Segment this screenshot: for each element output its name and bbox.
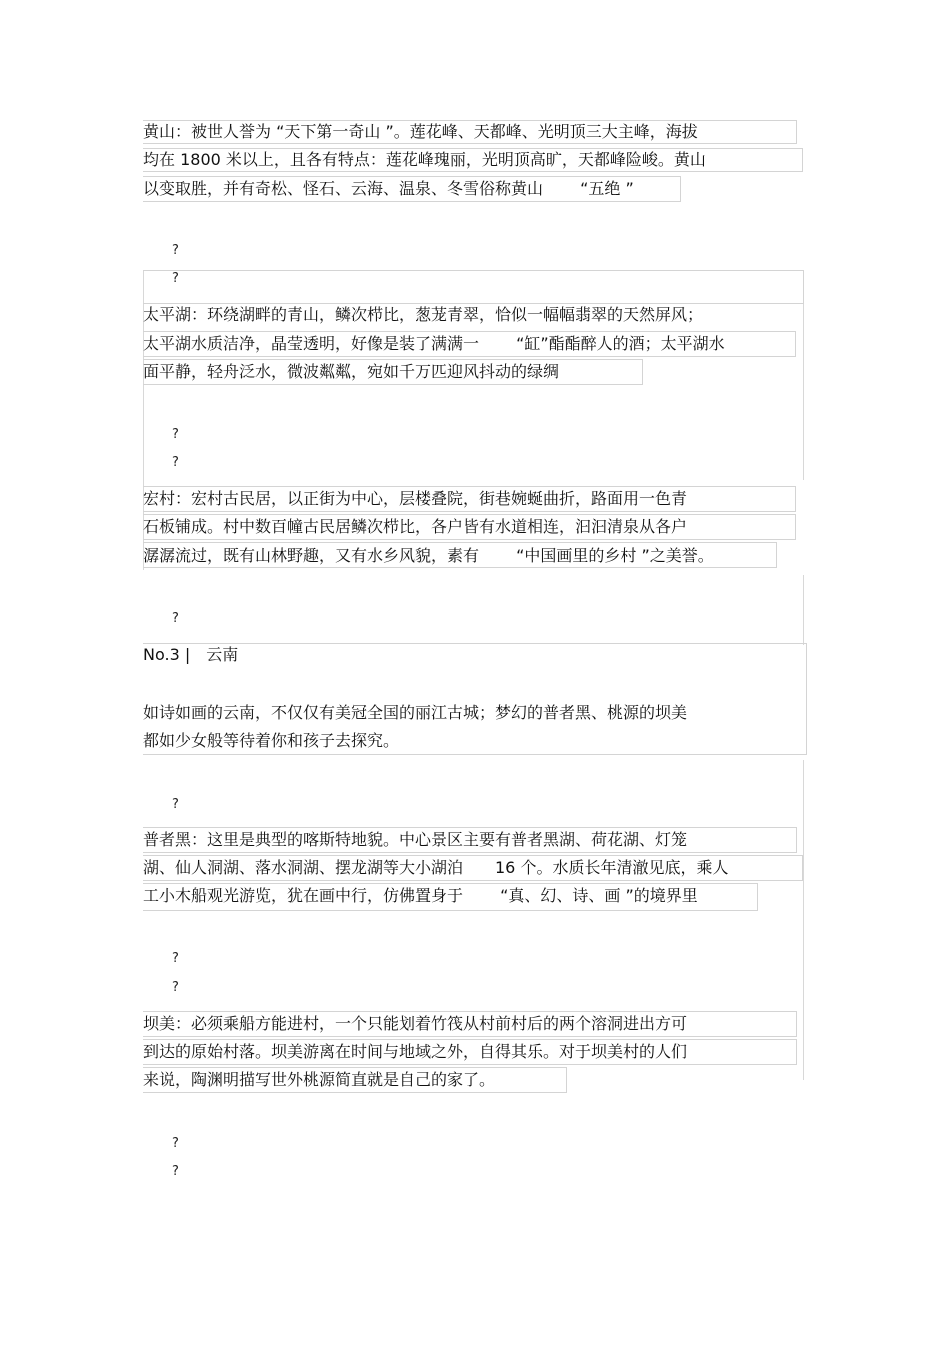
text-frame: [143, 270, 804, 304]
huangshan-line-2: 均在 1800 米以上，且各有特点：莲花峰瑰丽，光明顶高旷，天都峰险峻。黄山: [143, 150, 706, 169]
image-placeholder-marker: ?: [172, 243, 179, 258]
image-placeholder-marker: ?: [172, 1136, 179, 1151]
frame-line: [803, 575, 804, 645]
yunnan-intro-line-1: 如诗如画的云南，不仅仅有美冠全国的丽江古城；梦幻的普者黑、桃源的坝美: [143, 703, 688, 722]
bamei-line-2: 到达的原始村落。坝美游离在时间与地域之外，自得其乐。对于坝美村的人们: [143, 1042, 688, 1061]
hongcun-line-1: 宏村：宏村古民居，以正街为中心，层楼叠院，街巷婉蜒曲折，路面用一色青: [143, 489, 688, 508]
image-placeholder-marker: ?: [172, 951, 179, 966]
taipinghu-line-3: 面平静，轻舟泛水，微波粼粼，宛如千万匹迎风抖动的绿绸: [143, 362, 560, 381]
puzhehei-line-3: 工小木船观光游览，犹在画中行，仿佛置身于 “真、幻、诗、画 ”的境界里: [143, 886, 698, 905]
section-heading: No.3 | 云南: [143, 645, 239, 664]
hongcun-line-3: 潺潺流过，既有山林野趣，又有水乡风貌，素有 “中国画里的乡村 ”之美誉。: [143, 546, 714, 565]
taipinghu-line-1: 太平湖：环绕湖畔的青山，鳞次栉比，葱茏青翠，恰似一幅幅翡翠的天然屏风；: [143, 305, 704, 324]
image-placeholder-marker: ?: [172, 797, 179, 812]
puzhehei-line-2: 湖、仙人洞湖、落水洞湖、摆龙湖等大小湖泊 16 个。水质长年清澈见底，乘人: [143, 858, 729, 877]
image-placeholder-marker: ?: [172, 455, 179, 470]
bamei-line-3: 来说，陶渊明描写世外桃源简直就是自己的家了。: [143, 1070, 496, 1089]
huangshan-line-3: 以变取胜，并有奇松、怪石、云海、温泉、冬雪俗称黄山 “五绝 ”: [143, 179, 634, 198]
bamei-line-1: 坝美：必须乘船方能进村，一个只能划着竹筏从村前村后的两个溶洞进出方可: [143, 1014, 688, 1033]
puzhehei-line-1: 普者黑：这里是典型的喀斯特地貌。中心景区主要有普者黑湖、荷花湖、灯笼: [143, 830, 688, 849]
huangshan-line-1: 黄山：被世人誉为 “天下第一奇山 ”。莲花峰、天都峰、光明顶三大主峰，海拔: [143, 122, 698, 141]
image-placeholder-marker: ?: [172, 1164, 179, 1179]
image-placeholder-marker: ?: [172, 611, 179, 626]
image-placeholder-marker: ?: [172, 427, 179, 442]
hongcun-line-2: 石板铺成。村中数百幢古民居鳞次栉比，各户皆有水道相连，汩汩清泉从各户: [143, 517, 688, 536]
frame-line: [803, 760, 804, 1080]
image-placeholder-marker: ?: [172, 980, 179, 995]
taipinghu-line-2: 太平湖水质洁净，晶莹透明，好像是装了满满一 “缸”酯酯醉人的酒；太平湖水: [143, 334, 725, 353]
image-placeholder-marker: ?: [172, 271, 179, 286]
yunnan-intro-line-2: 都如少女般等待着你和孩子去探究。: [143, 731, 400, 750]
